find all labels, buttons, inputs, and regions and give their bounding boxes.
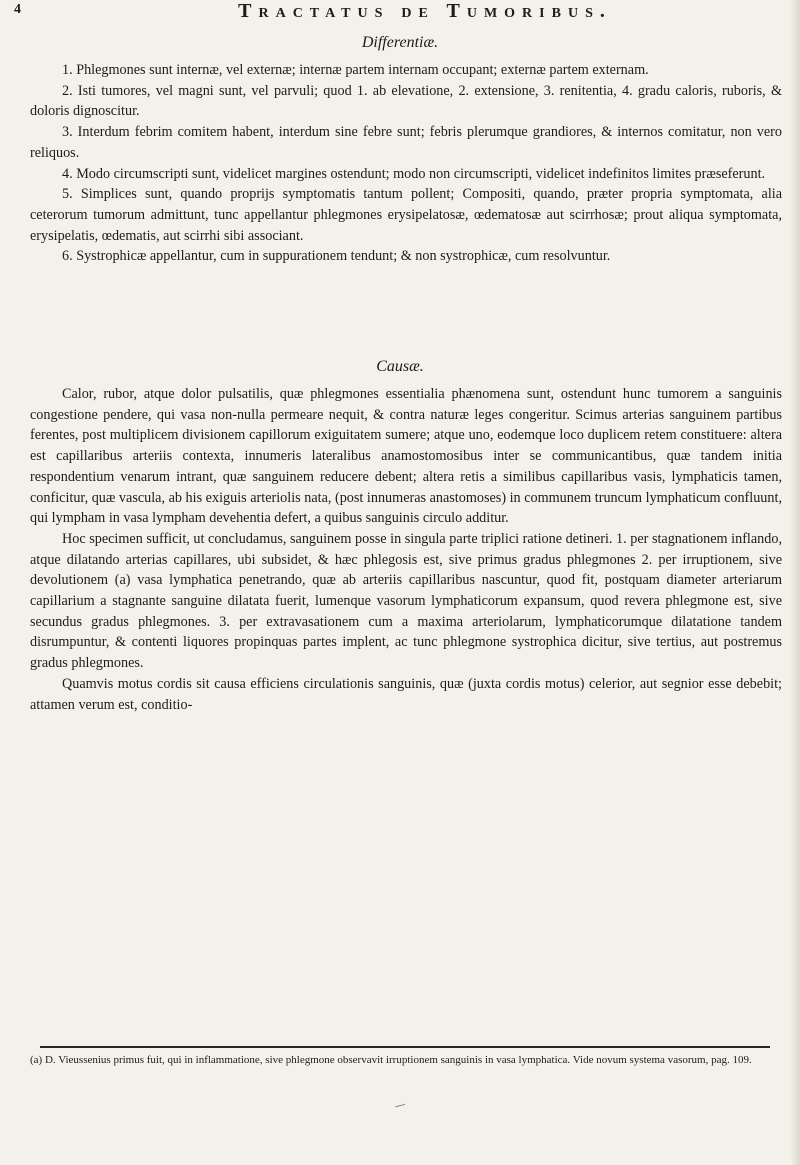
section-heading-differentiae: Differentiæ. bbox=[361, 34, 439, 51]
paragraph: 2. Isti tumores, vel magni sunt, vel parvuli; quod 1. ab elevatione, 2. extensione, 3. renitentia, 4. gradu caloris, ruboris, & doloris dignoscitur. bbox=[30, 82, 782, 120]
section-heading-causae: Causæ. bbox=[376, 358, 424, 375]
causae-body bbox=[30, 384, 782, 715]
paragraph: 4. Modo circumscripti sunt, videlicet margines ostendunt; modo non circumscripti, videlicet indefinitos limites præseferunt. bbox=[62, 165, 766, 182]
paragraph: Calor, rubor, atque dolor pulsatilis, quæ phlegmones essentialia phænomena sunt, ostendunt hunc tumorem a sanguinis congestione pendere, qui vasa non-nulla permeare nequit, & contra naturæ leges congeritur. Scimus arterias sanguinem partibus ferentes, post multiplicem divisionem capillorum exiguitatem sumere; atque uno, eodemque loco duplicem retem constituere: altera est capillaribus arteriis contexta, innumeris lateralibus anamostomosibus inter se communicantibus, quæ tandem initia respondentium venarum intrant, quæ sanguinem reducere debent; altera retis a similibus capillaribus vasis, lymphaticis tamen, conficitur, quæ vascula, ab his exiguis arteriolis nata, (post innumeras anastomoses) in communem truncum lymphaticum confluunt, qui lympham in vasa lympham devehentia defert, a quibus sanguinis circulo additur. bbox=[30, 386, 782, 527]
footnote: (a) D. Vieussenius primus fuit, qui in inflammatione, sive phlegmone observavit irruptionem sanguinis in vasa lymphatica. Vide novum systema vasorum, pag. 109. bbox=[30, 1054, 752, 1066]
paragraph: 5. Simplices sunt, quando proprijs symptomatis tantum pollent; Compositi, quando, præter propria symptomata, alia ceterorum tumorum admittunt, tunc appellantur phlegmones erysipelatosæ, œdematosæ aut scirrhosæ; prout aliqua symptomata, erysipelatis, œdematis, aut scirrhi sibi associant. bbox=[30, 186, 782, 244]
running-header bbox=[0, 0, 800, 28]
running-title: Tractatus de Tumoribus. bbox=[238, 0, 612, 22]
paragraph: Quamvis motus cordis sit causa efficiens circulationis sanguinis, quæ (juxta cordis motus) celerior, aut segnior esse debebit; attamen verum est, conditio- bbox=[30, 675, 782, 713]
paragraph: 3. Interdum febrim comitem habent, interdum sine febre sunt; febris plerumque grandiores, & internos comitatur, non vero reliquos. bbox=[30, 124, 782, 161]
page-number: 4 bbox=[14, 2, 21, 17]
differentiae-body bbox=[30, 60, 782, 267]
ink-mark bbox=[395, 1104, 406, 1113]
paragraph: 6. Systrophicæ appellantur, cum in suppurationem tendunt; & non systrophicæ, cum resolvuntur. bbox=[62, 248, 611, 265]
footnote-rule bbox=[40, 1046, 770, 1048]
paragraph: Hoc specimen sufficit, ut concludamus, sanguinem posse in singula parte triplici ratione detineri. 1. per stagnationem inflando, atque dilatando arterias capillares, ubi subsidet, & hæc phlegosis est, sive primus gradus phlegmones 2. per irruptionem, sive devolutionem (a) vasa lymphatica penetrando, quæ ab arteriis capillaribus nascuntur, quod fit, postquam diameter arteriarum capillarium a stagnante sanguine dilatata fuerit, lumenque vasorum lymphaticorum expansum, quod revera phlegmone est, sive secundus gradus phlegmones. 3. per extravasationem cum a maxima arteriolarum, lymphaticorumque dilatatione tandem disrumpuntur, & contenti liquores propinquas partes implent, ac tunc phlegmone systrophica dicitur, sive tertius, aut postremus gradus phlegmones. bbox=[30, 530, 782, 672]
page-edge-shadow bbox=[790, 0, 800, 1165]
paragraph: 1. Phlegmones sunt internæ, vel externæ; internæ partem internam occupant; externæ partem externam. bbox=[62, 62, 649, 78]
